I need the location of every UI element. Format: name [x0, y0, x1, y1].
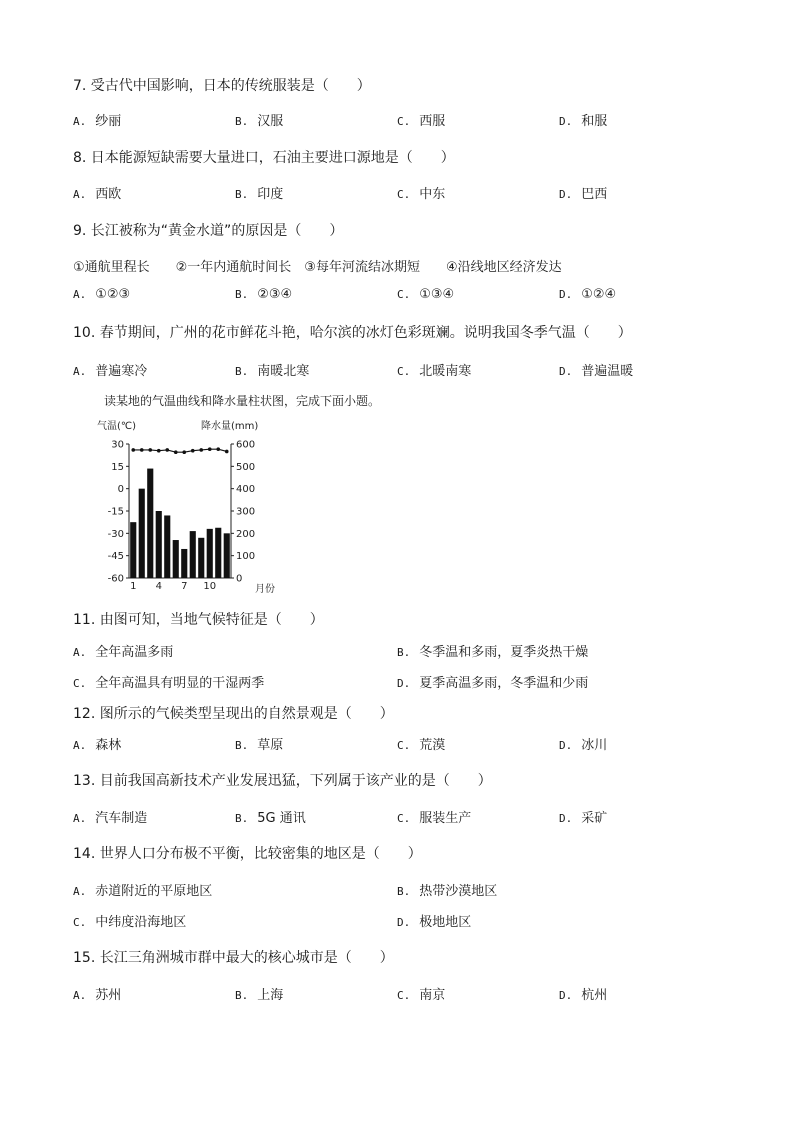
- option-text: ①③④: [419, 287, 455, 302]
- option-letter: B.: [235, 115, 249, 128]
- option-d[interactable]: [559, 110, 607, 129]
- option-c[interactable]: [397, 807, 471, 826]
- option-text: 巴西: [581, 187, 608, 202]
- temperature-point: [140, 448, 144, 452]
- option-c[interactable]: [397, 734, 445, 753]
- option-text: 西服: [419, 114, 446, 129]
- option-text: 赤道附近的平原地区: [95, 884, 213, 899]
- question-stem: 9. 长江被称为“黄金水道”的原因是（ ）: [73, 223, 344, 239]
- option-letter: A.: [73, 115, 87, 128]
- precipitation-tick-label: 100: [236, 551, 256, 563]
- precipitation-tick-label: 500: [236, 461, 256, 473]
- option-d[interactable]: [397, 911, 471, 930]
- option-letter: D.: [559, 188, 573, 201]
- option-letter: A.: [73, 885, 87, 898]
- option-text: 中东: [419, 187, 446, 202]
- option-c[interactable]: [397, 984, 445, 1003]
- precipitation-bar: [139, 489, 145, 578]
- temperature-tick-label: -45: [107, 551, 124, 563]
- option-letter: A.: [73, 365, 87, 378]
- option-text: 苏州: [95, 988, 122, 1003]
- option-c[interactable]: [397, 360, 471, 379]
- option-b[interactable]: [235, 110, 283, 129]
- temperature-axis-label: 气温(℃): [97, 421, 137, 432]
- option-text: 全年高温多雨: [95, 645, 174, 660]
- option-letter: A.: [73, 646, 87, 659]
- option-b[interactable]: [397, 641, 588, 660]
- option-text: 印度: [257, 187, 284, 202]
- option-text: 热带沙漠地区: [419, 884, 498, 899]
- option-letter: C.: [73, 677, 87, 690]
- option-letter: A.: [73, 812, 87, 825]
- option-letter: B.: [235, 989, 249, 1002]
- temperature-point: [165, 448, 169, 452]
- temperature-tick-label: 15: [111, 461, 124, 473]
- temperature-point: [216, 447, 220, 451]
- option-text: 上海: [257, 988, 284, 1003]
- option-text: ①②③: [95, 287, 131, 302]
- question-stem: 12. 图所示的气候类型呈现出的自然景观是（ ）: [73, 706, 394, 722]
- option-text: 普遍寒冷: [95, 364, 148, 379]
- temperature-tick-label: -15: [107, 506, 124, 518]
- question-stem: 8. 日本能源短缺需要大量进口，石油主要进口源地是（ ）: [73, 150, 455, 166]
- option-letter: C.: [397, 188, 411, 201]
- option-a[interactable]: [73, 360, 147, 379]
- precipitation-tick-label: 200: [236, 528, 256, 540]
- option-text: 中纬度沿海地区: [95, 915, 187, 930]
- option-d[interactable]: [559, 287, 616, 302]
- option-text: 汽车制造: [95, 811, 148, 826]
- option-text: 5G 通讯: [257, 811, 306, 826]
- option-c[interactable]: [397, 287, 454, 302]
- option-text: 普遍温暖: [581, 364, 634, 379]
- question-stem: 14. 世界人口分布极不平衡，比较密集的地区是（ ）: [73, 846, 422, 862]
- option-d[interactable]: [559, 183, 607, 202]
- temperature-point: [131, 448, 135, 452]
- precipitation-bar: [147, 469, 153, 578]
- temperature-line: [133, 449, 227, 452]
- question-stem: 15. 长江三角洲城市群中最大的核心城市是（ ）: [73, 950, 394, 966]
- option-text: 西欧: [95, 187, 122, 202]
- option-letter: D.: [397, 677, 411, 690]
- precipitation-bar: [207, 529, 213, 578]
- option-letter: D.: [559, 365, 573, 378]
- precipitation-bar: [198, 538, 204, 578]
- precipitation-bar: [224, 533, 230, 578]
- option-letter: B.: [235, 188, 249, 201]
- option-text: 纱丽: [95, 114, 122, 129]
- option-text: 冰川: [581, 738, 608, 753]
- option-text: 草原: [257, 738, 284, 753]
- option-b[interactable]: [235, 984, 283, 1003]
- option-text: 夏季高温多雨，冬季温和少雨: [419, 676, 589, 691]
- option-a[interactable]: [73, 880, 212, 899]
- option-text: ②③④: [257, 287, 293, 302]
- option-c[interactable]: [73, 911, 186, 930]
- option-a[interactable]: [73, 734, 121, 753]
- option-letter: D.: [559, 288, 573, 301]
- question-stem: 11. 由图可知，当地气候特征是（ ）: [73, 612, 324, 628]
- option-letter: B.: [235, 288, 249, 301]
- option-letter: C.: [397, 739, 411, 752]
- option-text: 采矿: [581, 811, 608, 826]
- option-letter: A.: [73, 989, 87, 1002]
- option-text: 冬季温和多雨，夏季炎热干燥: [419, 645, 589, 660]
- option-a[interactable]: [73, 641, 173, 660]
- temperature-point: [191, 449, 195, 453]
- option-letter: D.: [559, 989, 573, 1002]
- option-d[interactable]: [559, 734, 607, 753]
- precipitation-bar: [164, 515, 170, 578]
- temperature-point: [174, 450, 178, 454]
- option-letter: C.: [397, 812, 411, 825]
- option-c[interactable]: [73, 672, 264, 691]
- option-text: 极地地区: [419, 915, 472, 930]
- question-stem: 7. 受古代中国影响，日本的传统服装是（ ）: [73, 78, 371, 94]
- option-d[interactable]: [559, 360, 633, 379]
- precipitation-tick-label: 300: [236, 506, 256, 518]
- option-letter: B.: [235, 739, 249, 752]
- plot-area: [108, 440, 255, 593]
- option-c[interactable]: [397, 183, 445, 202]
- option-letter: C.: [397, 989, 411, 1002]
- option-b[interactable]: [235, 360, 309, 379]
- option-a[interactable]: [73, 183, 121, 202]
- precipitation-tick-label: 400: [236, 484, 256, 496]
- option-d[interactable]: [559, 807, 607, 826]
- precipitation-bar: [173, 540, 179, 578]
- option-text: 荒漠: [419, 738, 446, 753]
- option-text: 和服: [581, 114, 608, 129]
- option-letter: C.: [397, 115, 411, 128]
- option-text: ①②④: [581, 287, 617, 302]
- month-axis-label: 月份: [255, 584, 275, 595]
- option-letter: D.: [559, 115, 573, 128]
- statement-list: ①通航里程长 ②一年内通航时间长 ③每年河流结冰期短 ④沿线地区经济发达: [73, 260, 562, 275]
- option-letter: C.: [397, 365, 411, 378]
- precipitation-tick-label: 600: [236, 439, 256, 451]
- option-letter: A.: [73, 739, 87, 752]
- precipitation-bar: [181, 549, 187, 578]
- chart-intro: 读某地的气温曲线和降水量柱状图，完成下面小题。: [104, 394, 381, 408]
- temperature-point: [182, 450, 186, 454]
- option-letter: D.: [559, 812, 573, 825]
- option-text: 杭州: [581, 988, 608, 1003]
- option-text: 服装生产: [419, 811, 472, 826]
- temperature-point: [157, 449, 161, 453]
- precipitation-bar: [156, 511, 162, 578]
- temperature-tick-label: 30: [111, 439, 124, 451]
- option-letter: D.: [397, 916, 411, 929]
- precipitation-bar: [190, 531, 196, 578]
- option-b[interactable]: [235, 287, 292, 302]
- option-letter: D.: [559, 739, 573, 752]
- precipitation-axis-label: 降水量(mm): [201, 421, 259, 432]
- option-c[interactable]: [397, 110, 445, 129]
- month-tick-label: 10: [203, 581, 217, 592]
- precipitation-tick-label: 0: [236, 573, 243, 585]
- option-b[interactable]: [235, 807, 306, 826]
- option-letter: B.: [235, 812, 249, 825]
- option-letter: C.: [73, 916, 87, 929]
- option-letter: A.: [73, 288, 87, 301]
- temperature-tick-label: -30: [107, 528, 124, 540]
- option-text: 南京: [419, 988, 446, 1003]
- question-stem: 10. 春节期间，广州的花市鲜花斗艳，哈尔滨的冰灯色彩斑斓。说明我国冬季气温（ ）: [73, 325, 632, 341]
- option-letter: A.: [73, 188, 87, 201]
- month-tick-label: 4: [155, 581, 162, 592]
- option-letter: B.: [235, 365, 249, 378]
- option-text: 北暖南寒: [419, 364, 472, 379]
- temperature-point: [225, 450, 229, 454]
- option-text: 南暖北寒: [257, 364, 310, 379]
- option-b[interactable]: [397, 880, 497, 899]
- option-d[interactable]: [397, 672, 588, 691]
- climate-chart: [95, 418, 295, 596]
- option-d[interactable]: [559, 984, 607, 1003]
- option-a[interactable]: [73, 807, 147, 826]
- option-a[interactable]: [73, 984, 121, 1003]
- temperature-point: [208, 447, 212, 451]
- precipitation-bar: [215, 528, 221, 578]
- option-letter: B.: [397, 885, 411, 898]
- option-a[interactable]: [73, 287, 130, 302]
- month-tick-label: 7: [181, 581, 188, 592]
- temperature-tick-label: 0: [117, 484, 124, 496]
- option-a[interactable]: [73, 110, 121, 129]
- option-letter: B.: [397, 646, 411, 659]
- option-b[interactable]: [235, 183, 283, 202]
- option-text: 森林: [95, 738, 122, 753]
- temperature-tick-label: -60: [107, 573, 124, 585]
- temperature-point: [199, 448, 203, 452]
- question-stem: 13. 目前我国高新技术产业发展迅猛，下列属于该产业的是（ ）: [73, 773, 492, 789]
- option-text: 全年高温具有明显的干湿两季: [95, 676, 265, 691]
- option-letter: C.: [397, 288, 411, 301]
- option-b[interactable]: [235, 734, 283, 753]
- temperature-point: [148, 448, 152, 452]
- option-text: 汉服: [257, 114, 284, 129]
- precipitation-bar: [130, 522, 136, 578]
- month-tick-label: 1: [130, 581, 137, 592]
